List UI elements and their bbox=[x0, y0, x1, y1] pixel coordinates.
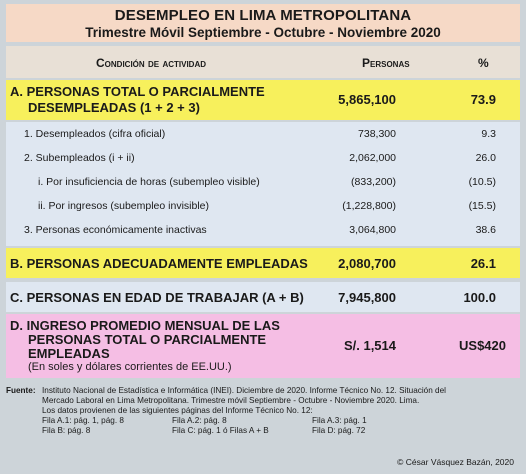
table-title bbox=[6, 4, 520, 42]
row-b bbox=[6, 248, 520, 278]
source-ref: Fila A.3: pág. 1 bbox=[312, 416, 367, 425]
source-label: Fuente: bbox=[6, 386, 36, 395]
source-ref: Fila B: pág. 8 bbox=[42, 426, 91, 435]
row-i-label: i. Por insuficiencia de horas (subempleo visible) bbox=[38, 176, 260, 188]
row-3-percent: 38.6 bbox=[475, 224, 496, 236]
row-2-label: 2. Subempleados (i + ii) bbox=[24, 152, 135, 164]
row-c bbox=[6, 282, 520, 312]
row-3-value: 3,064,800 bbox=[349, 224, 396, 236]
source-ref: Fila A.1: pág. 1, pág. 8 bbox=[42, 416, 124, 425]
row-3-label: 3. Personas económicamente inactivas bbox=[24, 224, 207, 236]
row-d bbox=[6, 314, 520, 378]
source-ref: Fila D: pág. 72 bbox=[312, 426, 366, 435]
source-body bbox=[42, 386, 512, 436]
row-ii-value: (1,228,800) bbox=[342, 200, 396, 212]
row-a-breakdown bbox=[6, 122, 520, 246]
row-b-label: B. PERSONAS ADECUADAMENTE EMPLEADAS bbox=[10, 256, 308, 271]
row-i-value: (833,200) bbox=[351, 176, 396, 188]
row-a-label-1: A. PERSONAS TOTAL O PARCIALMENTE bbox=[10, 84, 265, 99]
column-header-row bbox=[6, 46, 520, 78]
row-1-value: 738,300 bbox=[358, 128, 396, 140]
row-ii-label: ii. Por ingresos (subempleo invisible) bbox=[38, 200, 209, 212]
source-ref: Fila C: pág. 1 ó Filas A + B bbox=[172, 426, 269, 435]
source-ref: Fila A.2: pág. 8 bbox=[172, 416, 227, 425]
title-line-1: DESEMPLEO EN LIMA METROPOLITANA bbox=[114, 7, 412, 24]
row-a-value: 5,865,100 bbox=[338, 92, 396, 107]
row-a-label-2: DESEMPLEADAS (1 + 2 + 3) bbox=[28, 100, 200, 115]
row-c-label: C. PERSONAS EN EDAD DE TRABAJAR (A + B) bbox=[10, 290, 304, 305]
row-2-value: 2,062,000 bbox=[349, 152, 396, 164]
row-c-percent: 100.0 bbox=[463, 290, 496, 305]
row-i-percent: (10.5) bbox=[468, 176, 496, 188]
row-d-label-2: PERSONAS TOTAL O PARCIALMENTE bbox=[28, 332, 267, 347]
source-refs-row-1 bbox=[42, 416, 512, 426]
row-a bbox=[6, 80, 520, 120]
row-d-value-soles: S/. 1,514 bbox=[343, 338, 396, 353]
header-condition: Condición de actividad bbox=[96, 56, 207, 70]
header-percent: % bbox=[478, 56, 489, 70]
row-a-percent: 73.9 bbox=[470, 92, 496, 107]
source-line-1: Instituto Nacional de Estadística e Informática (INEI). Diciembre de 2020. Informe Técnico No. 12. Situación del bbox=[42, 386, 446, 395]
row-c-value: 7,945,800 bbox=[338, 290, 396, 305]
row-d-label-1: D. INGRESO PROMEDIO MENSUAL DE LAS bbox=[10, 318, 280, 333]
row-2-percent: 26.0 bbox=[475, 152, 496, 164]
row-ii-percent: (15.5) bbox=[468, 200, 496, 212]
header-persons: Personas bbox=[362, 56, 410, 70]
title-line-2: Trimestre Móvil Septiembre - Octubre - Noviembre 2020 bbox=[85, 25, 441, 40]
row-d-value-usd: US$420 bbox=[459, 338, 506, 353]
source-refs-row-2 bbox=[42, 426, 512, 436]
row-1-label: 1. Desempleados (cifra oficial) bbox=[24, 128, 166, 140]
row-d-label-3: EMPLEADAS bbox=[28, 346, 110, 361]
source-line-2: Mercado Laboral en Lima Metropolitana. Trimestre móvil Septiembre - Octubre - Noviembre 2020. Lima. bbox=[42, 396, 420, 405]
row-b-percent: 26.1 bbox=[470, 256, 496, 271]
source-line-3: Los datos provienen de las siguientes páginas del Informe Técnico No. 12: bbox=[42, 406, 313, 415]
row-b-value: 2,080,700 bbox=[338, 256, 396, 271]
row-d-label-4: (En soles y dólares corrientes de EE.UU.) bbox=[28, 361, 232, 373]
author-credit: © César Vásquez Bazán, 2020 bbox=[397, 457, 514, 467]
row-1-percent: 9.3 bbox=[481, 128, 496, 140]
